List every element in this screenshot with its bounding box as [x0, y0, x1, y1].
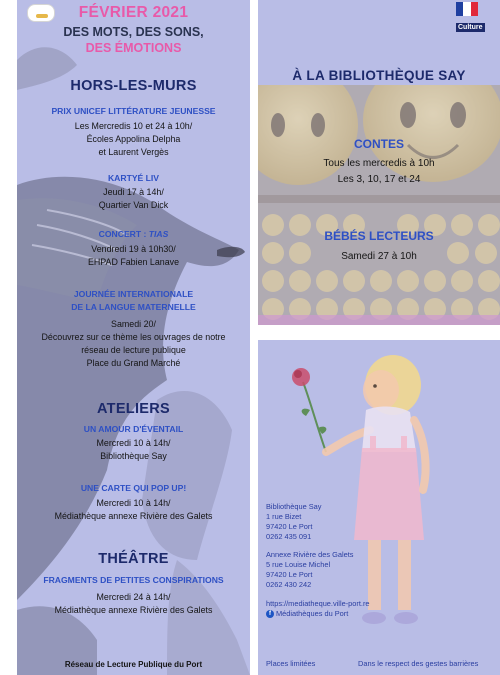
event-detail: Vendredi 19 à 10h30/ [91, 244, 176, 254]
phone-number: 0262 435 091 [266, 532, 312, 541]
event-title-carte-pop-up: UNE CARTE QUI POP UP! [80, 483, 187, 493]
facebook-label: Médiathèques du Port [276, 609, 349, 618]
event-title-fragments: FRAGMENTS DE PETITES CONSPIRATIONS [43, 575, 224, 585]
ministry-logo [456, 2, 486, 32]
event-title-journee-2: DE LA LANGUE MATERNELLE [71, 302, 196, 312]
french-flag-icon [456, 2, 478, 16]
event-detail: Bibliothèque Say [100, 451, 167, 461]
event-title-prix-unicef: PRIX UNICEF LITTÉRATURE JEUNESSE [51, 106, 216, 116]
address-line: 5 rue Louise Michel [266, 560, 331, 569]
event-title-prefix: CONCERT : [98, 229, 149, 239]
section-heading-ateliers: ATELIERS [96, 401, 171, 417]
event-title-eventail: UN AMOUR D'ÉVENTAIL [83, 424, 184, 434]
event-title-journee-1: JOURNÉE INTERNATIONALE [73, 289, 194, 299]
event-title-concert [17, 229, 250, 239]
footer-gestes-barrieres: Dans le respect des gestes barrières [358, 659, 479, 668]
section-heading-bibliotheque-say: À LA BIBLIOTHÈQUE SAY [292, 68, 466, 83]
section-heading-hors-les-murs: HORS-LES-MURS [70, 78, 197, 94]
event-detail: EHPAD Fabien Lanave [87, 257, 180, 267]
event-detail: Place du Grand Marché [86, 358, 181, 368]
event-detail: Samedi 27 à 10h [341, 251, 417, 262]
event-detail: Médiathèque annexe Rivière des Galets [54, 511, 213, 521]
event-detail: Jeudi 17 à 14h/ [103, 187, 164, 197]
event-detail: réseau de lecture publique [81, 345, 186, 355]
left-panel [17, 0, 250, 675]
address-block-bibliotheque [266, 502, 321, 542]
event-detail: Les 3, 10, 17 et 24 [337, 174, 421, 185]
event-title-kartye-liv: KARTYÉ LIV [107, 173, 160, 183]
address-line: 97420 Le Port [266, 570, 313, 579]
culture-label: Culture [458, 24, 483, 31]
footer-network: Réseau de Lecture Publique du Port [64, 660, 203, 669]
event-detail: Découvrez sur ce thème les ouvrages de notre [41, 332, 226, 342]
subtitle-line-2: DES ÉMOTIONS [85, 41, 182, 55]
event-title-bebes-lecteurs: BÉBÉS LECTEURS [324, 229, 434, 243]
event-title-contes: CONTES [353, 137, 404, 151]
right-bottom-panel [258, 340, 500, 675]
address-line: 97420 Le Port [266, 522, 313, 531]
website-link[interactable]: https://mediatheque.ville-port.re [266, 599, 370, 608]
address-line: Annexe Rivière des Galets [266, 550, 354, 559]
event-detail: Tous les mercredis à 10h [323, 158, 435, 169]
facebook-icon: f [266, 610, 274, 618]
event-title-suffix: TIAS [148, 229, 169, 239]
address-line: Bibliothèque Say [266, 502, 322, 511]
event-detail: Médiathèque annexe Rivière des Galets [54, 605, 213, 615]
address-line: 1 rue Bizet [266, 512, 302, 521]
contact-links [266, 599, 370, 619]
address-block-annexe [266, 550, 354, 590]
event-detail: Écoles Appolina Delpha [86, 134, 181, 144]
event-detail: Samedi 20/ [111, 319, 156, 329]
event-detail: et Laurent Vergès [98, 147, 169, 157]
event-detail: Les Mercredis 10 et 24 à 10h/ [74, 121, 193, 131]
event-detail: Mercredi 10 à 14h/ [96, 498, 171, 508]
event-detail: Mercredi 24 à 14h/ [96, 592, 171, 602]
event-detail: Quartier Van Dick [98, 200, 169, 210]
right-top-panel [258, 0, 500, 325]
footer-places-limitees: Places limitées [266, 659, 316, 668]
subtitle-line-1: DES MOTS, DES SONS, [63, 25, 204, 39]
section-heading-theatre: THÉÂTRE [98, 551, 169, 567]
emoji-pillows-illustration [258, 85, 500, 325]
phone-number: 0262 430 242 [266, 580, 312, 589]
page-title: FÉVRIER 2021 [78, 4, 189, 21]
facebook-link[interactable] [266, 609, 370, 619]
event-detail: Mercredi 10 à 14h/ [96, 438, 171, 448]
